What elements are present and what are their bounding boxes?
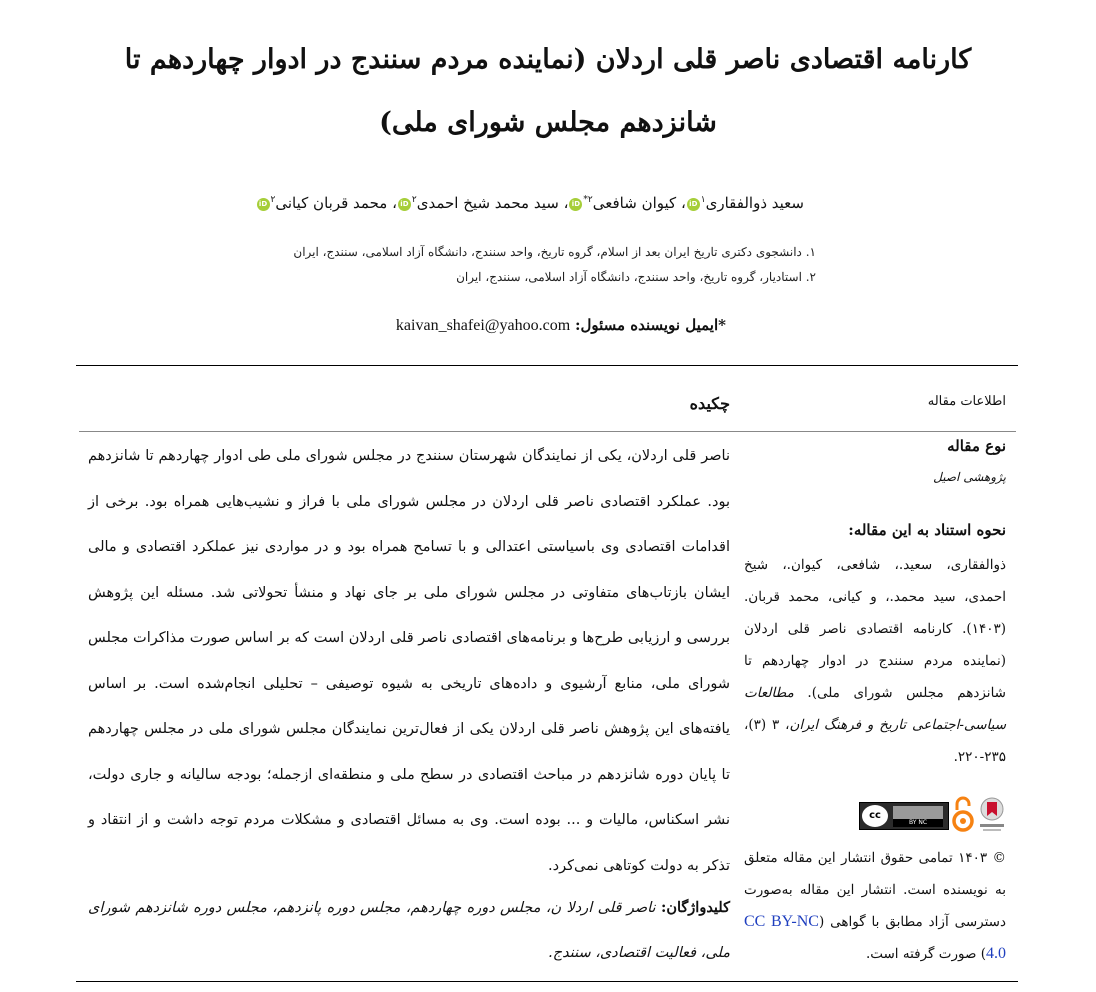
open-access-icon <box>951 794 975 834</box>
author-affiliation-mark: ۲* <box>583 195 593 205</box>
orcid-icon[interactable]: iD <box>257 198 270 211</box>
abstract-heading: چکیده <box>689 394 730 413</box>
article-info-heading: اطلاعات مقاله <box>927 394 1006 409</box>
license-link[interactable]: CC BY-NC 4.0 <box>744 913 1006 962</box>
author-affiliation-mark: ۲ <box>270 195 276 205</box>
orcid-icon[interactable]: iD <box>398 198 411 211</box>
copyright-notice <box>744 842 1006 970</box>
keywords-value: ناصر قلی اردلا ن، مجلس دوره چهاردهم، مجلس دوره پانزدهم، مجلس دوره شانزدهم شورای ملی، فعالیت اقتصادی، سنندج. <box>88 900 730 961</box>
corresponding-author <box>396 316 726 335</box>
affiliation: ۱. دانشجوی دکتری تاریخ ایران بعد از اسلام، گروه تاریخ، واحد سنندج، دانشگاه آزاد اسلامی، سنندج، ایران <box>293 245 816 259</box>
divider <box>79 431 1016 432</box>
orcid-icon[interactable]: iD <box>569 198 582 211</box>
author-name: محمد قربان کیانی <box>275 194 388 212</box>
divider <box>76 981 1018 982</box>
author-name: سید محمد شیخ احمدی <box>416 194 559 212</box>
citation-body: ذوالفقاری، سعید.، شافعی، کیوان.، شیخ احمدی، سید محمد.، و کیانی، محمد قربان. (۱۴۰۳). کارنامه اقتصادی ناصر قلی اردلان (نماینده مردم سنندج در ادوار چهاردهم تا شانزدهم مجلس شورای ملی). <box>744 557 1006 701</box>
crossmark-icon[interactable] <box>977 796 1007 832</box>
author-affiliation-mark: ۱ <box>700 195 706 205</box>
license-badges <box>859 794 1007 836</box>
citation-volume: ، ۳ (۳)، ۲۳۵-۲۲۰. <box>744 717 1006 765</box>
cc-badge-label: BY NC <box>893 819 943 827</box>
cc-logo-icon: cc <box>862 805 888 827</box>
cc-attribution-icon <box>893 806 943 819</box>
author-name: سعید ذوالفقاری <box>705 194 804 212</box>
cc-by-nc-badge-icon[interactable] <box>859 802 949 830</box>
article-type-heading: نوع مقاله <box>947 437 1006 455</box>
author-name: کیوان شافعی <box>592 194 677 212</box>
author-list: سعید ذوالفقاری$^۱$iD، کیوان شافعی$^{۲*}$iD، سید محمد شیخ احمدی$^۲$iD، محمد قربان کیانی$^۲$iD <box>60 194 804 212</box>
copyright-tail: ) صورت گرفته است. <box>865 946 986 962</box>
citation-text <box>744 549 1006 773</box>
abstract-text: ناصر قلی اردلان، یکی از نمایندگان شهرستان سنندج در مجلس شورای ملی طی ادوار چهاردهم تا شانزدهم بود. عملکرد اقتصادی ناصر قلی اردلان در مجلس شورای ملی با فراز و نشیب‌هایی همراه بود. برخی از اقدامات اقتصادی وی باسیاستی اعتدالی و با تسامح همراه بود و در مواردی نیز عملکرد اقتصادی و مالی ایشان بازتاب‌های متفاوتی در مجلس شورای ملی بر جای نهاد و منشأ تحولاتی شد. مسئله این پژوهش بررسی و ارزیابی طرح‌ها و برنامه‌های اقتصادی ناصر قلی اردلان است که بر اساس صورت مذاکرات مجلس شورای ملی، منابع آرشیوی و داده‌های تاریخی به شیوه توصیفی – تحلیلی انجام‌شده است. بر اساس یافته‌های این پژوهش ناصر قلی اردلان یکی از فعال‌ترین نمایندگان مجلس شورای ملی در مجلس چهاردهم تا پایان دوره شانزدهم در مباحث اقتصادی در سطح ملی و منطقه‌ای ازجمله؛ بودجه سالیانه و جاری دولت، نشر اسکناس، مالیات و ... بوده است. وی به مسائل اقتصادی و مشکلات مردم توجه داشت و از انتقاد و تذکر به دولت کوتاهی نمی‌کرد. <box>88 448 730 874</box>
article-type-value: پژوهشی اصیل <box>933 470 1006 484</box>
affiliation: ۲. استادیار، گروه تاریخ، واحد سنندج، دانشگاه آزاد اسلامی، سنندج، ایران <box>456 270 816 284</box>
citation-journal: مطالعات سیاسی-اجتماعی تاریخ و فرهنگ ایران <box>744 685 1006 733</box>
keywords-label: کلیدواژگان: <box>660 899 731 916</box>
corresponding-email[interactable]: kaivan_shafei@yahoo.com <box>395 317 571 334</box>
author-affiliation-mark: ۲ <box>411 195 417 205</box>
copyright-text: © ۱۴۰۳ تمامی حقوق انتشار این مقاله متعلق به نویسنده است. انتشار این مقاله به‌صورت دسترسی آزاد مطابق با گواهی ( <box>744 850 1006 930</box>
article-title: کارنامه اقتصادی ناصر قلی اردلان (نماینده مردم سنندج در ادوار چهاردهم تا شانزدهم مجلس شورای ملی) <box>124 44 972 138</box>
citation-heading: نحوه استناد به این مقاله: <box>848 521 1006 539</box>
orcid-icon[interactable]: iD <box>687 198 700 211</box>
corresponding-label: *ایمیل نویسنده مسئول: <box>574 316 726 334</box>
divider <box>76 365 1018 366</box>
keywords <box>88 885 730 976</box>
